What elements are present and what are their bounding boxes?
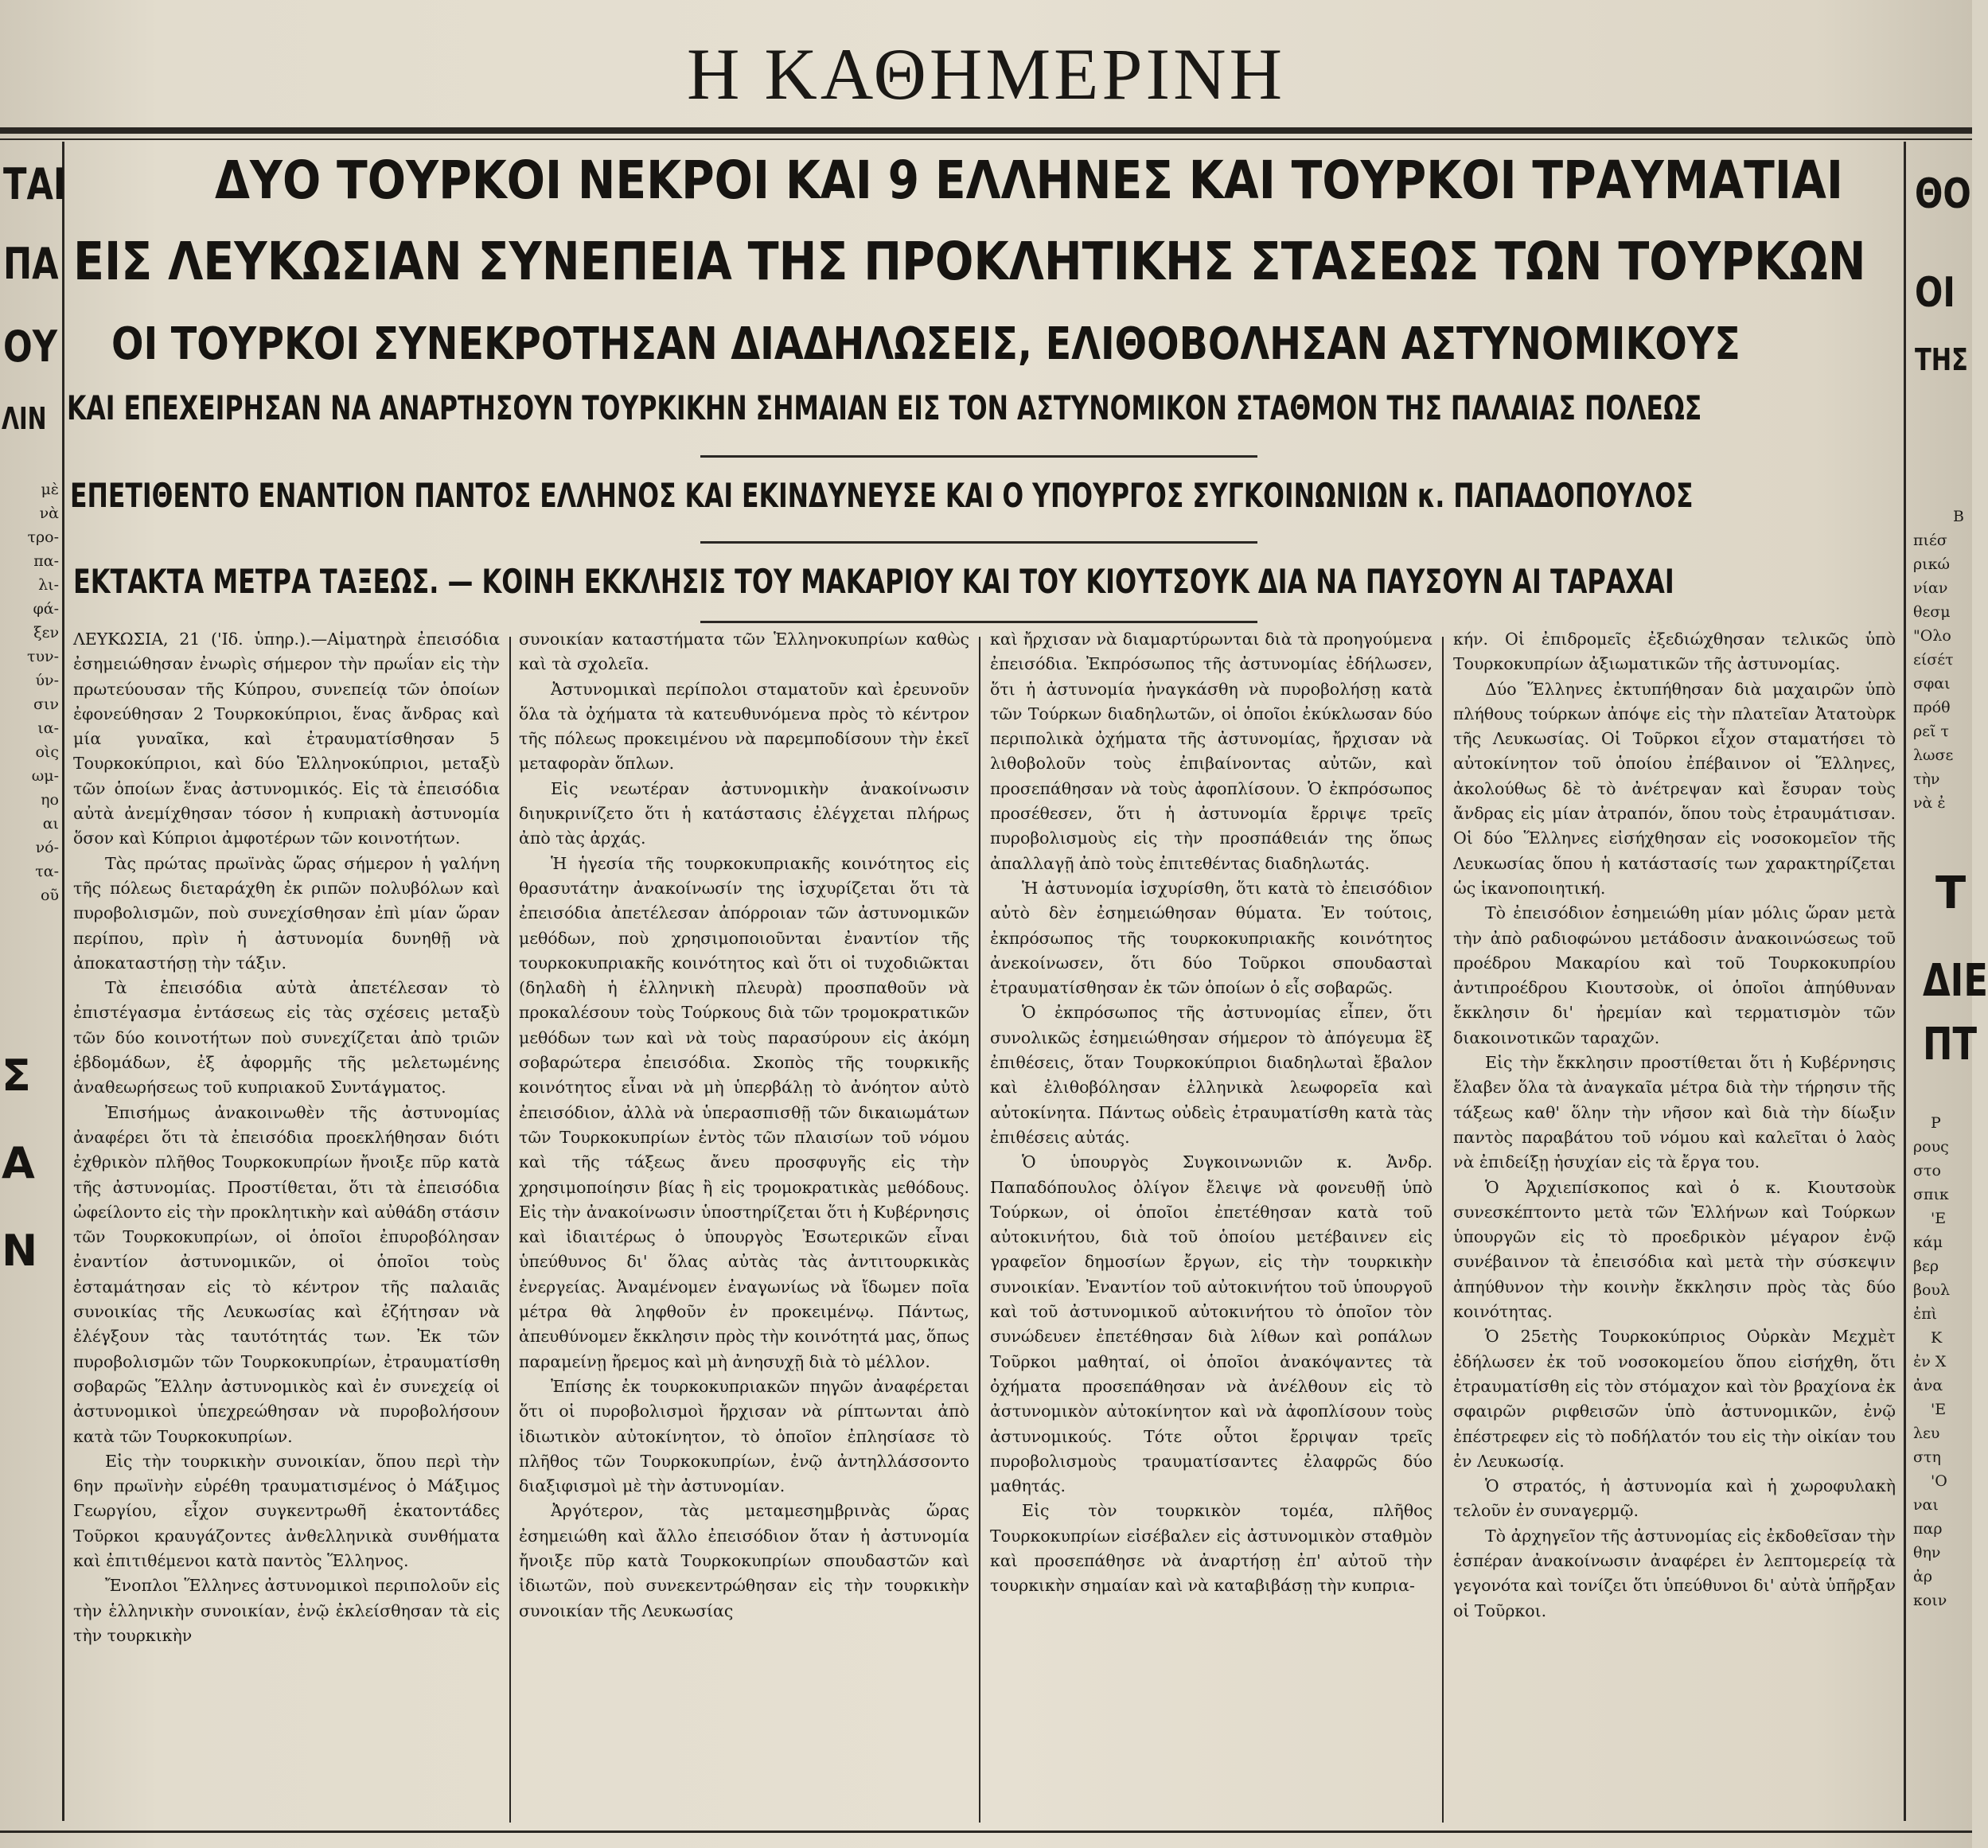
headline-5: ΕΠΕΤΙΘΕΝΤΟ ΕΝΑΝΤΙΟΝ ΠΑΝΤΟΣ ΕΛΛΗΝΟΣ ΚΑΙ ΕΚΙΝΔΥΝΕΥΣΕ ΚΑΙ Ο ΥΠΟΥΡΓΟΣ ΣΥΓΚΟΙΝΩΝΙΩΝ κ. ΠΑΠΑΔΟΠΟΥΛΟΣ	[70, 476, 1694, 515]
article-column-4	[1453, 627, 1896, 1821]
paragraph: Ἀστυνομικαὶ περίπολοι σταματοῦν καὶ ἐρευνοῦν ὅλα τὰ ὀχήματα τὰ κατευθυνόμενα πρὸς τὸ κέντρον τῆς πόλεως προκειμένου νὰ παρεμποδίσουν τὴν ἐκεῖ μεταφορὰν ὅπλων.	[519, 679, 969, 774]
headline-divider-1	[700, 455, 1257, 458]
left-fragment-big-1: Σ	[2, 1051, 31, 1101]
headline-6: ΕΚΤΑΚΤΑ ΜΕΤΡΑ ΤΑΞΕΩΣ. — ΚΟΙΝΗ ΕΚΚΛΗΣΙΣ ΤΟΥ ΜΑΚΑΡΙΟΥ ΚΑΙ ΤΟΥ ΚΙΟΥΤΣΟΥΚ ΔΙΑ ΝΑ ΠΑΥΣΟΥΝ ΑΙ ΤΑΡΑΧΑΙ	[73, 562, 1674, 601]
paragraph: Ἔνοπλοι Ἕλληνες ἀστυνομικοὶ περιπολοῦν εἰς τὴν ἑλληνικὴν συνοικίαν, ἐνῷ ἐκλείσθησαν τὰ εἰς τὴν τουρκικὴν	[73, 1576, 500, 1645]
paragraph: καὶ ἤρχισαν νὰ διαμαρτύρωνται διὰ τὰ προηγούμενα ἐπεισόδια. Ἐκπρόσωπος τῆς ἀστυνομίας ἐδήλωσεν, ὅτι ἡ ἀστυνομία ἠναγκάσθη νὰ πυροβολήσῃ κατὰ τῶν Τούρκων διαδηλωτῶν, οἱ ὁποῖοι ἐκύκλωσαν δύο περιπολικὰ ὀχήματα τῆς ἀστυνομίας, ἤρχισαν νὰ λιθοβολοῦν τοὺς ἐπιβαίνοντας αὐτῶν, καὶ προσεπάθησαν νὰ τοὺς ἀφοπλίσουν. Ὁ ἐκπρόσωπος προσέθεσεν, ὅτι ἡ ἀστυνομία ἔρριψε τρεῖς πυροβολισμοὺς εἰς τὴν προσπάθειάν της ὅπως ἀπαλλαγῇ ἀπὸ τοὺς ἐπιτεθέντας διαδηλωτάς.	[990, 630, 1433, 873]
headline-3: ΟΙ ΤΟΥΡΚΟΙ ΣΥΝΕΚΡΟΤΗΣΑΝ ΔΙΑΔΗΛΩΣΕΙΣ, ΕΛΙΘΟΒΟΛΗΣΑΝ ΑΣΤΥΝΟΜΙΚΟΥΣ	[111, 318, 1740, 370]
left-fragment-headline-2: ΠΑ	[3, 239, 59, 289]
paragraph: Τὰ ἐπεισόδια αὐτὰ ἀπετέλεσαν τὸ ἐπιστέγασμα ἐντάσεως εἰς τὰς σχέσεις μεταξὺ τῶν δύο κοινοτήτων ποὺ συνεχίζεται ἀπὸ τριῶν ἑβδομάδων, ἐξ ἀφορμῆς τῆς μελετωμένης ἀναθεωρήσεως τοῦ κυπριακοῦ Συντάγματος.	[73, 978, 500, 1097]
column-divider-2	[979, 637, 980, 1823]
paragraph: Ἡ ἡγεσία τῆς τουρκοκυπριακῆς κοινότητος εἰς θρασυτάτην ἀνακοίνωσίν της ἰσχυρίζεται ὅτι τὰ ἐπεισόδια ἀπετέλεσαν ἀπόρροιαν τῶν ἀστυνομικῶν μεθόδων, ποὺ χρησιμοποιοῦνται ἐναντίον τῆς τουρκοκυπριακῆς κοινότητος καὶ ὅτι οἱ τυχοδιῶκται (δηλαδὴ ἡ ἑλληνικὴ πλευρὰ) προσπαθοῦν νὰ προκαλέσουν τοὺς Τούρκους διὰ τῶν τρομοκρατικῶν μεθόδων των καὶ νὰ τοὺς παρασύρουν εἰς ἀκόμη σοβαρώτερα ἐπεισόδια. Σκοπὸς τῆς τουρκικῆς κοινότητος εἶναι νὰ μὴ ὑπερβάλῃ τὸ ἀνόητον αὐτὸ ἐπεισόδιον, ἀλλὰ νὰ ὑπερασπισθῇ τῶν δικαιωμάτων τῶν Τουρκοκυπρίων ἐντὸς τῶν πλαισίων τοῦ νόμου καὶ τῆς τάξεως ἄνευ προσφυγῆς εἰς τὴν χρησιμοποίησιν βίας ἢ εἰς τρομοκρατικὰς μεθόδους. Εἰς τὴν ἀνακοίνωσιν ὑποστηρίζεται ὅτι ἡ Κυβέρνησις καὶ ἰδιαιτέρως ὁ ὑπουργὸς Ἐσωτερικῶν εἶναι ὑπεύθυνος δι' ὅλας αὐτὰς τὰς ἀντιτουρκικὰς ἐνεργείας. Ἀναμένομεν ἐναγωνίως νὰ ἴδωμεν ποῖα μέτρα θὰ ληφθοῦν ἐν προκειμένῳ. Πάντως, ἀπευθύνομεν ἔκκλησιν πρὸς τὴν κοινότητά μας, ὅπως παραμείνῃ ἤρεμος καὶ μὴ ἀνησυχῇ διὰ τὸ μέλλον.	[519, 853, 969, 1371]
article-column-3	[990, 627, 1433, 1821]
paragraph: κήν. Οἱ ἐπιδρομεῖς ἐξεδιώχθησαν τελικῶς ὑπὸ Τουρκοκυπρίων ἀξιωματικῶν τῆς ἀστυνομίας.	[1453, 630, 1896, 674]
paragraph: Εἰς τὴν τουρκικὴν συνοικίαν, ὅπου περὶ τὴν 6ην πρωϊνὴν εὑρέθη τραυματισμένος ὁ Μάξιμος Γεωργίου, εἶχον συγκεντρωθῆ ἑκατοντάδες Τοῦρκοι κραυγάζοντες ἀνθελληνικὰ συνθήματα καὶ ἐπιτιθέμενοι κατὰ παντὸς Ἕλληνος.	[73, 1451, 500, 1570]
right-fragment-big-3: ΠΤ	[1923, 1019, 1978, 1070]
left-fragment-headline-3: ΟΥ	[3, 322, 58, 372]
right-fragment-headline-1: ΘΟ	[1915, 170, 1971, 218]
article-column-1	[73, 627, 500, 1821]
left-column-divider	[62, 142, 64, 1821]
right-fragment-headline-2: ΟΙ	[1915, 269, 1955, 317]
article-column-2	[519, 627, 969, 1821]
headline-divider-2	[700, 541, 1257, 544]
left-fragment-big-3: Ν	[2, 1226, 38, 1276]
paragraph: Ὁ στρατός, ἡ ἀστυνομία καὶ ἡ χωροφυλακὴ τελοῦν ἐν συναγερμῷ.	[1453, 1476, 1896, 1521]
column-divider-1	[509, 637, 511, 1823]
headline-1: ΔΥΟ ΤΟΥΡΚΟΙ ΝΕΚΡΟΙ ΚΑΙ 9 ΕΛΛΗΝΕΣ ΚΑΙ ΤΟΥΡΚΟΙ ΤΡΑΥΜΑΤΙΑΙ	[215, 150, 1844, 211]
paragraph: Δύο Ἕλληνες ἐκτυπήθησαν διὰ μαχαιρῶν ὑπὸ πλήθους τούρκων ἀπόψε εἰς τὴν πλατεῖαν Ἀτατοὺρκ τῆς Λευκωσίας. Οἱ Τοῦρκοι εἶχον σταματήσει τὸ αὐτοκίνητον τοῦ ὁποίου ἐπέβαινον οἱ Ἕλληνες, ἀκολούθως δὲ τὸ ἀνέτρεψαν καὶ ἔσυραν τοὺς ἄνδρας εἰς μίαν ἀτραπόν, ὅπου τοὺς ἐτραυμάτισαν. Οἱ δύο Ἕλληνες εἰσήχθησαν εἰς νοσοκομεῖον τῆς Λευκωσίας ὅπου ἡ κατάστασίς των χαρακτηρίζεται ὡς ἱκανοποιητική.	[1453, 679, 1896, 898]
left-fragment-headline-4: ΛΙΝ	[2, 401, 47, 436]
masthead: Η ΚΑΘΗΜΕΡΙΝΗ	[686, 33, 1286, 115]
right-fragment-big-2: ΔΙΕ	[1923, 955, 1988, 1007]
paragraph: Εἰς τὴν ἔκκλησιν προστίθεται ὅτι ἡ Κυβέρνησις ἔλαβεν ὅλα τὰ ἀναγκαῖα μέτρα διὰ τὴν τήρησιν τῆς τάξεως καθ' ὅλην τὴν νῆσον καὶ διὰ τὴν δίωξιν παντὸς παραβάτου τοῦ νόμου καὶ καλεῖται ὁ λαὸς νὰ ἐπιδείξῃ ἡσυχίαν εἰς τὰ ἔργα του.	[1453, 1053, 1896, 1172]
paragraph: Ἐπίσης ἐκ τουρκοκυπριακῶν πηγῶν ἀναφέρεται ὅτι οἱ πυροβολισμοὶ ἤρχισαν νὰ ρίπτωνται ἀπὸ ἰδιωτικὸν αὐτοκίνητον, τὸ ὁποῖον ἐπλησίασε τὸ πλῆθος τῶν Τουρκοκυπρίων, ἐνῷ ἀντηλλάσσοντο διαξιφισμοὶ μὲ τὴν ἀστυνομίαν.	[519, 1376, 969, 1496]
masthead-rule-thin	[0, 138, 1972, 140]
right-fragment-text-2: Ρ ρους στο σπικ 'Ε κάμ βερ βουλ ἐπὶ Κ ἐν Χ ἀνα 'Ε λευ στη 'Ο ναι παρ θην ἀρ κοιν	[1913, 1114, 1951, 1609]
headline-2: ΕΙΣ ΛΕΥΚΩΣΙΑΝ ΣΥΝΕΠΕΙΑ ΤΗΣ ΠΡΟΚΛΗΤΙΚΗΣ ΣΤΑΣΕΩΣ ΤΩΝ ΤΟΥΡΚΩΝ	[73, 231, 1866, 292]
right-fragment-headline-3: ΤΗΣ	[1915, 342, 1968, 377]
paragraph: Τὸ ἀρχηγεῖον τῆς ἀστυνομίας εἰς ἐκδοθεῖσαν τὴν ἑσπέραν ἀνακοίνωσιν ἀναφέρει ἐν λεπτομερείᾳ τὰ γεγονότα καὶ τονίζει ὅτι ὑπεύθυνοι δι' αὐτὰ ὑπῆρξαν οἱ Τοῦρκοι.	[1453, 1526, 1896, 1620]
paragraph: Ὁ ὑπουργὸς Συγκοινωνιῶν κ. Ἀνδρ. Παπαδόπουλος ὀλίγον ἔλειψε νὰ φονευθῇ ὑπὸ Τούρκων, οἱ ὁποῖοι ἐπετέθησαν κατὰ τοῦ αὐτοκινήτου, διὰ τοῦ ὁποίου μετέβαινεν εἰς γραφεῖον δημοσίων ἔργων, εἰς τὴν τουρκικὴν συνοικίαν. Ἐναντίον τοῦ αὐτοκινήτου τοῦ ὑπουργοῦ καὶ τοῦ ἀστυνομικοῦ αὐτοκινήτου τὸ ὁποῖον τὸν συνώδευεν ἐπετέθησαν διὰ λίθων καὶ ροπάλων Τοῦρκοι μαθηταί, οἱ ὁποῖοι ἀνακόψαντες τὰ ὀχήματα προσεπάθησαν νὰ ἀνέλθουν εἰς τὸ ἀστυνομικὸν αὐτοκίνητον καὶ νὰ ἀφοπλίσουν τοὺς ἀστυνομικούς. Τότε οὗτοι ἔρριψαν τρεῖς πυροβολισμοὺς τραυματίσαντες ἐλαφρῶς δύο μαθητάς.	[990, 1152, 1433, 1496]
headline-4: ΚΑΙ ΕΠΕΧΕΙΡΗΣΑΝ ΝΑ ΑΝΑΡΤΗΣΟΥΝ ΤΟΥΡΚΙΚΗΝ ΣΗΜΑΙΑΝ ΕΙΣ ΤΟΝ ΑΣΤΥΝΟΜΙΚΟΝ ΣΤΑΘΜΟΝ ΤΗΣ ΠΑΛΑΙΑΣ ΠΟΛΕΩΣ	[67, 388, 1702, 427]
bottom-rule	[0, 1830, 1972, 1833]
right-fragment-text-1: Β πιέσ ρικώ νίαν θεσμ "Ολο είσέτ σφαι πρόθ ρεῖ τ λωσε τὴν νὰ ἐ	[1913, 508, 1964, 812]
headline-divider-3	[700, 621, 1257, 623]
paragraph: Ὁ 25ετὴς Τουρκοκύπριος Οὐρκὰν Μεχμὲτ ἐδήλωσεν ἐκ τοῦ νοσοκομείου ὅπου εἰσήχθη, ὅτι ἐτραυματίσθη εἰς τὸν στόμαχον καὶ τὸν βραχίονα ἐκ σφαιρῶν ριφθεισῶν ὑπὸ ἀστυνομικῶν, ἐνῷ ἐπέστρεφεν εἰς τὸ ποδήλατόν του εἰς τὴν οἰκίαν του ἐν Λευκωσίᾳ.	[1453, 1327, 1896, 1471]
paragraph: Εἰς τὸν τουρκικὸν τομέα, πλῆθος Τουρκοκυπρίων εἰσέβαλεν εἰς ἀστυνομικὸν σταθμὸν καὶ προσεπάθησε νὰ ἀναρτήσῃ ἐπ' αὐτοῦ τὴν τουρκικὴν σημαίαν καὶ νὰ καταβιβάσῃ τὴν κυπρια-	[990, 1501, 1433, 1596]
paragraph: Ὁ Ἀρχιεπίσκοπος καὶ ὁ κ. Κιουτσοὺκ συνεσκέπτοντο μετὰ τῶν Ἑλλήνων καὶ Τούρκων ὑπουργῶν εἰς τὸ προεδρικὸν μέγαρον ἐνῷ συνέβαινον τὰ ἐπεισόδια καὶ μετὰ τὴν σύσκεψιν ἀπηύθυνον τὴν κοινὴν ἔκκλησιν πρὸς τὰς δύο κοινότητας.	[1453, 1177, 1896, 1322]
left-fragment-headline-1: ΤΑΙ	[3, 159, 66, 209]
paragraph: Ἐπισήμως ἀνακοινωθὲν τῆς ἀστυνομίας ἀναφέρει ὅτι τὰ ἐπεισόδια προεκλήθησαν διότι ἐχθρικὸν πλῆθος Τουρκοκυπρίων ἤνοιξε πῦρ κατὰ τῆς ἀστυνομίας. Προστίθεται, ὅτι τὰ ἐπεισόδια ὠφείλοντο εἰς τὴν προκλητικὴν καὶ αὐθάδη στάσιν τῶν Τουρκοκυπρίων, οἱ ὁποῖοι ἐπυροβόλησαν ἐναντίον ἀστυνομικῶν, οἱ ὁποῖοι τοὺς ἐσταμάτησαν εἰς τὸ κέντρον τῆς παλαιᾶς συνοικίας τῆς Λευκωσίας καὶ ἐζήτησαν νὰ ἐλέγξουν τὰς ταυτότητάς των. Ἐκ τῶν πυροβολισμῶν τῶν Τουρκοκυπρίων, ἐτραυματίσθη σοβαρῶς Ἕλλην ἀστυνομικὸς καὶ ἐν συνεχείᾳ οἱ ἀστυνομικοὶ ὑπεχρεώθησαν νὰ πυροβολήσουν κατὰ τῶν Τουρκοκυπρίων.	[73, 1102, 500, 1446]
paragraph: Ὁ ἐκπρόσωπος τῆς ἀστυνομίας εἶπεν, ὅτι συνολικῶς ἐσημειώθησαν σήμερον τὸ ἀπόγευμα ἓξ ἐπιθέσεις, ὅταν Τουρκοκύπριοι διαδηλωταὶ ἔβαλον καὶ ἐλιθοβόλησαν ἑλληνικὰ λεωφορεῖα καὶ αὐτοκίνητα. Πάντως οὐδεὶς ἐτραυματίσθη κατὰ τὰς ἐπιθέσεις αὐτάς.	[990, 1003, 1433, 1147]
column-divider-3	[1442, 637, 1444, 1823]
paragraph: ΛΕΥΚΩΣΙΑ, 21 ('Ιδ. ὑπηρ.).—Αἱματηρὰ ἐπεισόδια ἐσημειώθησαν ἐνωρὶς σήμερον τὴν πρωΐαν εἰς τὴν πρωτεύουσαν τῆς Κύπρου, συνεπείᾳ τῶν ὁποίων ἐφονεύθησαν 2 Τουρκοκύπριοι, ἕνας ἄνδρας καὶ μία γυναῖκα, καὶ ἐτραυματίσθησαν 5 Τουρκοκύπριοι, καὶ δύο Ἑλληνοκύπριοι, μεταξὺ τῶν ὁποίων ἕνας ἀστυνομικός. Εἰς τὰ ἐπεισόδια αὐτὰ ἀνεμίχθησαν τόσον ἡ κυπριακὴ ἀστυνομία ὅσον καὶ Κύπριοι ἀμφοτέρων τῶν κοινοτήτων.	[73, 630, 500, 848]
paragraph: Ἀργότερον, τὰς μεταμεσημβρινὰς ὥρας ἐσημειώθη καὶ ἄλλο ἐπεισόδιον ὅταν ἡ ἀστυνομία ἤνοιξε πῦρ κατὰ Τουρκοκυπρίων σπουδαστῶν καὶ ἰδιωτῶν, ποὺ συνεκεντρώθησαν εἰς τὴν τουρκικὴν συνοικίαν τῆς Λευκωσίας	[519, 1501, 969, 1620]
paragraph: Τὸ ἐπεισόδιον ἐσημειώθη μίαν μόλις ὥραν μετὰ τὴν ἀπὸ ραδιοφώνου μετάδοσιν ἀνακοινώσεως τοῦ προέδρου Μακαρίου καὶ τοῦ Τουρκοκυπρίου ἀντιπροέδρου Κιουτσοὺκ, οἱ ὁποῖοι ἀπηύθυναν ἔκκλησιν δι' ἠρεμίαν καὶ τερματισμὸν τῶν διακοινοτικῶν ταραχῶν.	[1453, 903, 1896, 1047]
right-column-divider	[1904, 142, 1906, 1821]
paragraph: Τὰς πρώτας πρωϊνὰς ὥρας σήμερον ἡ γαλήνη τῆς πόλεως διεταράχθη ἐκ ριπῶν πολυβόλων καὶ πυροβολισμῶν, ποὺ συνεχίσθησαν ἐπὶ μίαν ὥραν περίπου, πρὶν ἡ ἀστυνομία δυνηθῇ νὰ ἀποκαταστήσῃ τὴν τάξιν.	[73, 853, 500, 973]
left-fragment-big-2: Α	[2, 1138, 35, 1188]
left-fragment-text: μὲ νὰ τρο- πα- λι- φά- ξεν τυν- ύν- σιν ια- οὶς ωμ- ηο αι νό- τα- οῦ	[26, 481, 59, 904]
masthead-rule	[0, 127, 1972, 134]
right-fragment-big-1: Τ	[1935, 867, 1967, 919]
paragraph: Ἡ ἀστυνομία ἰσχυρίσθη, ὅτι κατὰ τὸ ἐπεισόδιον αὐτὸ δὲν ἐσημειώθησαν θύματα. Ἐν τούτοις, ἐκπρόσωπος τῆς τουρκοκυπριακῆς κοινότητος ἀνεκοίνωσεν, ὅτι δύο Τοῦρκοι σπουδασταὶ ἐτραυματίσθησαν ἐκ τῶν ὁποίων ὁ εἷς σοβαρῶς.	[990, 878, 1433, 998]
paragraph: συνοικίαν καταστήματα τῶν Ἑλληνοκυπρίων καθὼς καὶ τὰ σχολεῖα.	[519, 630, 969, 674]
paragraph: Εἰς νεωτέραν ἀστυνομικὴν ἀνακοίνωσιν διηυκρινίζετο ὅτι ἡ κατάστασις ἐλέγχεται πλήρως ἀπὸ τὰς ἀρχάς.	[519, 778, 969, 848]
